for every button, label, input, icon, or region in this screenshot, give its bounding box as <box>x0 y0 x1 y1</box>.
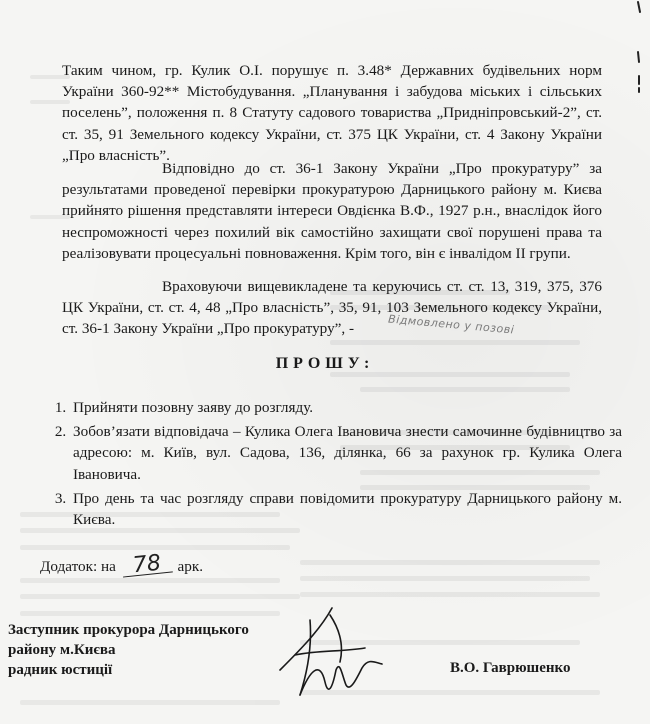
margin-marks <box>630 0 650 100</box>
handwritten-margin-note: Відмовлено у позові <box>387 312 515 337</box>
request-item: 3. Про день та час розгляду справи повідомити прокуратуру Дарницького району м. Києва. <box>70 488 622 530</box>
signer-district: району м.Києва <box>8 642 116 658</box>
request-heading: ПРОШУ: <box>275 355 375 372</box>
request-item: 2. Зобов’язати відповідача – Кулика Олега Івановича знести самочинне будівництво за адресою: м. Київ, вул. Садова, 136, ділянка, 66 за рахунок гр. Кулика Олега Івановича. <box>70 421 622 485</box>
signer-rank: радник юстиції <box>8 662 113 678</box>
signer-block <box>8 620 249 680</box>
paragraph-violation: Таким чином, гр. Кулик О.І. порушує п. 3.48* Державних будівельних норм України 360-92** Містобудування. „Планування і забудова міських і сільських поселень”, положення п. 8 Статуту садового товариства „Придніпровський-2”, ст. ст. 35, 91 Земельного кодексу України, ст. 375 ЦК України, ст. 4 Закону України „Про власність”. <box>62 62 602 164</box>
request-list <box>50 397 622 533</box>
handwritten-signature <box>270 600 400 710</box>
attachment-line <box>40 550 203 579</box>
signer-name: В.О. Гаврюшенко <box>450 660 571 676</box>
attachment-prefix: Додаток: на <box>40 558 116 575</box>
request-item: 1. Прийняти позовну заяву до розгляду. <box>70 397 622 418</box>
attachment-count: 78 <box>121 553 173 577</box>
paragraph-representation: Відповідно до ст. 36-1 Закону України „Про прокуратуру” за результатами проведеної перевірки прокуратурою Дарницького району м. Києва прийнято рішення представляти інтереси Овдієнка В.Ф., 1927 р.н., внаслідок його неспроможності через похилий вік самостійно захищати свої порушені права та реалізовувати процесуальні повноваження. Крім того, він є інвалідом ІІ групи. <box>62 160 602 262</box>
signer-position: Заступник прокурора Дарницького <box>8 622 249 638</box>
paragraph-legal-basis: Враховуючи вищевикладене та керуючись ст. ст. 13, 319, 375, 376 ЦК України, ст. ст. 4, 48 „Про власність”, 35, 91, 103 Земельного кодексу України, ст. 36-1 Закону України „Про прокуратуру”, - <box>62 278 602 338</box>
attachment-suffix: арк. <box>177 558 203 575</box>
